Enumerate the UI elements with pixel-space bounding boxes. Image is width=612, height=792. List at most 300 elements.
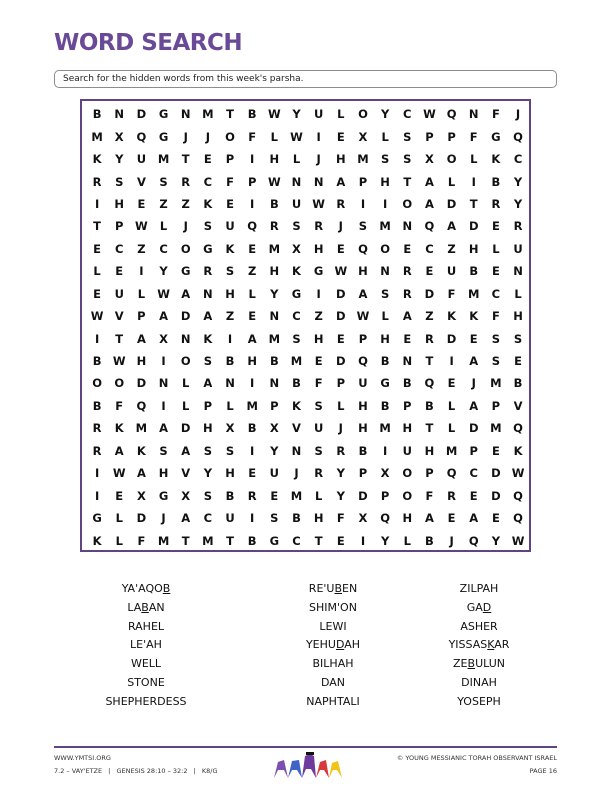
grid-letter: J — [183, 129, 188, 144]
grid-letter: O — [380, 241, 390, 256]
grid-letter: U — [269, 466, 279, 481]
grid-letter: B — [469, 264, 479, 279]
word-list-item: SHIM'ON — [309, 600, 357, 614]
grid-letter: C — [513, 152, 523, 167]
grid-letter: Z — [314, 309, 323, 324]
grid-letter: G — [92, 511, 102, 526]
grid-letter: H — [402, 511, 413, 526]
grid-letter: G — [203, 241, 213, 256]
grid-letter: A — [159, 309, 168, 324]
grid-letter: L — [159, 219, 168, 234]
grid-letter: A — [136, 331, 146, 346]
grid-letter: L — [337, 398, 345, 413]
grid-letter: R — [402, 286, 412, 301]
grid-letter: H — [358, 264, 368, 279]
grid-letter: M — [445, 443, 458, 458]
grid-letter: Z — [181, 196, 190, 211]
grid-letter: I — [360, 196, 366, 211]
word-list-item: RE'UBEN — [308, 582, 358, 595]
grid-letter: Y — [513, 196, 523, 211]
grid-letter: Y — [491, 533, 501, 548]
grid-letter: R — [424, 331, 434, 346]
grid-letter: B — [491, 174, 501, 189]
grid-letter: J — [449, 533, 454, 548]
grid-letter: W — [334, 264, 348, 279]
grid-letter: P — [491, 398, 501, 413]
grid-letter: M — [202, 533, 214, 548]
grid-letter: L — [447, 398, 456, 413]
grid-letter: G — [491, 129, 501, 144]
grid-letter: I — [382, 443, 388, 458]
grid-letter: N — [180, 107, 191, 122]
grid-letter: A — [203, 309, 213, 324]
grid-letter: Q — [513, 129, 523, 144]
grid-letter: H — [158, 466, 169, 481]
letter-grid — [80, 99, 531, 552]
logo-figure-purple — [274, 760, 288, 778]
footer-copyright: © YOUNG MESSIANIC TORAH OBSERVANT ISRAEL — [396, 754, 557, 762]
grid-letter: P — [358, 331, 368, 346]
grid-letter: L — [381, 309, 389, 324]
grid-row — [82, 148, 529, 170]
grid-letter: W — [157, 286, 170, 301]
grid-letter: M — [268, 331, 281, 346]
instructions-box — [54, 70, 557, 88]
grid-letter: I — [316, 286, 321, 301]
grid-letter: I — [94, 488, 100, 503]
grid-letter: M — [379, 219, 391, 234]
grid-letter: H — [424, 443, 435, 458]
grid-letter: S — [403, 152, 412, 167]
grid-letter: U — [225, 511, 235, 526]
grid-letter: H — [269, 152, 280, 167]
grid-letter: Q — [247, 219, 258, 234]
word-list-item: LEWI — [319, 619, 347, 633]
grid-letter: T — [403, 174, 412, 189]
grid-row — [82, 417, 529, 439]
grid-letter: D — [136, 376, 147, 391]
grid-letter: Q — [513, 511, 523, 526]
grid-letter: Y — [513, 174, 523, 189]
grid-letter: D — [358, 488, 368, 503]
grid-letter: M — [157, 533, 170, 548]
grid-letter: S — [225, 264, 235, 279]
grid-letter: L — [381, 129, 389, 144]
grid-letter: O — [402, 196, 413, 211]
grid-letter: B — [513, 376, 523, 391]
grid-row — [82, 260, 529, 282]
grid-letter: A — [114, 443, 124, 458]
grid-letter: W — [290, 129, 303, 144]
grid-letter: E — [336, 533, 345, 548]
grid-letter: W — [356, 309, 370, 324]
grid-letter: J — [294, 466, 299, 481]
grid-letter: O — [180, 241, 191, 256]
grid-letter: P — [247, 174, 257, 189]
grid-row — [82, 283, 529, 305]
grid-letter: N — [225, 376, 235, 391]
grid-letter: K — [114, 421, 124, 436]
grid-letter: H — [358, 398, 368, 413]
grid-letter: Q — [136, 398, 147, 413]
grid-letter: S — [491, 354, 501, 369]
grid-letter: R — [402, 264, 412, 279]
grid-letter: D — [491, 488, 501, 503]
grid-letter: K — [225, 241, 235, 256]
grid-letter: E — [491, 511, 500, 526]
grid-letter: A — [447, 219, 457, 234]
grid-letter: A — [469, 398, 479, 413]
grid-letter: S — [159, 443, 168, 458]
grid-letter: S — [314, 398, 323, 413]
grid-row — [82, 170, 529, 192]
grid-letter: E — [425, 264, 434, 279]
grid-letter: G — [269, 533, 280, 548]
grid-letter: I — [382, 196, 388, 211]
grid-letter: V — [513, 398, 523, 413]
grid-letter: G — [380, 376, 390, 391]
grid-letter: M — [91, 129, 103, 144]
grid-letter: K — [491, 152, 501, 167]
grid-letter: Y — [336, 466, 345, 481]
grid-letter: F — [425, 488, 434, 503]
grid-letter: E — [336, 241, 345, 256]
grid-letter: B — [292, 376, 301, 391]
grid-letter: D — [336, 309, 346, 324]
grid-row — [82, 395, 529, 417]
grid-letter: P — [203, 398, 213, 413]
grid-letter: C — [425, 241, 434, 256]
logo-figure-blue — [288, 760, 302, 778]
grid-letter: K — [469, 309, 479, 324]
grid-letter: S — [225, 443, 235, 458]
footer-reference: GENESIS 28:10 – 32:2 — [116, 767, 188, 775]
grid-letter: D — [468, 421, 479, 436]
grid-letter: F — [248, 129, 257, 144]
grid-letter: N — [313, 174, 324, 189]
grid-letter: O — [358, 107, 368, 122]
grid-letter: P — [425, 466, 434, 481]
grid-letter: X — [136, 488, 146, 503]
grid-letter: B — [269, 354, 279, 369]
grid-letter: Q — [358, 354, 368, 369]
grid-letter: S — [513, 331, 523, 346]
grid-letter: T — [93, 219, 101, 234]
grid-letter: S — [314, 443, 323, 458]
grid-letter: I — [471, 174, 476, 189]
grid-letter: X — [358, 511, 368, 526]
grid-letter: R — [247, 488, 257, 503]
grid-letter: E — [336, 129, 345, 144]
word-list-item: ZILPAH — [459, 582, 499, 595]
grid-letter: M — [290, 488, 303, 503]
grid-letter: H — [114, 196, 125, 211]
grid-row — [82, 327, 529, 349]
grid-letter: C — [115, 241, 124, 256]
grid-letter: L — [470, 152, 478, 167]
grid-letter: E — [491, 264, 500, 279]
grid-letter: D — [446, 331, 457, 346]
grid-letter: K — [203, 196, 213, 211]
grid-row — [82, 484, 529, 506]
grid-letter: E — [203, 152, 212, 167]
instructions-text: Search for the hidden words from this week's parsha. — [63, 74, 304, 84]
grid-letter: K — [292, 398, 301, 413]
grid-letter: R — [203, 264, 213, 279]
grid-letter: I — [161, 398, 166, 413]
grid-letter: T — [469, 196, 478, 211]
word-list-item: ZEBULUN — [453, 657, 505, 671]
grid-letter: W — [511, 466, 525, 481]
grid-letter: R — [92, 421, 102, 436]
grid-letter: B — [247, 533, 257, 548]
grid-letter: Y — [380, 107, 390, 122]
grid-letter: F — [226, 174, 234, 189]
grid-letter: W — [511, 533, 525, 548]
grid-letter: L — [115, 511, 123, 526]
grid-letter: X — [159, 331, 168, 346]
grid-letter: M — [468, 286, 480, 301]
grid-letter: U — [313, 107, 324, 122]
grid-letter: Q — [446, 107, 457, 122]
grid-letter: G — [158, 107, 169, 122]
grid-letter: S — [292, 331, 301, 346]
grid-letter: L — [514, 286, 522, 301]
grid-letter: F — [469, 129, 478, 144]
grid-letter: F — [314, 376, 323, 391]
grid-letter: F — [447, 286, 456, 301]
grid-letter: Y — [159, 264, 168, 279]
grid-letter: T — [425, 354, 434, 369]
grid-letter: A — [358, 286, 368, 301]
grid-letter: U — [114, 286, 124, 301]
grid-letter: I — [94, 196, 100, 211]
grid-letter: C — [159, 241, 168, 256]
grid-letter: M — [246, 398, 258, 413]
grid-letter: R — [269, 219, 279, 234]
grid-letter: S — [203, 219, 212, 234]
word-list-item: ASHER — [460, 619, 498, 633]
grid-letter: Q — [358, 241, 368, 256]
grid-letter: H — [358, 421, 368, 436]
grid-letter: V — [114, 309, 124, 324]
grid-letter: B — [247, 107, 257, 122]
grid-letter: Q — [380, 511, 390, 526]
grid-letter: M — [290, 354, 303, 369]
grid-letter: E — [491, 443, 500, 458]
grid-row — [82, 507, 529, 529]
grid-letter: Q — [136, 129, 147, 144]
grid-letter: P — [336, 376, 346, 391]
grid-letter: H — [313, 331, 324, 346]
grid-letter: R — [491, 196, 501, 211]
grid-letter: L — [403, 533, 411, 548]
grid-letter: N — [380, 264, 390, 279]
grid-letter: S — [380, 152, 390, 167]
grid-letter: K — [92, 152, 102, 167]
grid-letter: Z — [248, 264, 257, 279]
grid-letter: S — [491, 331, 501, 346]
grid-letter: Y — [270, 443, 279, 458]
grid-letter: C — [292, 533, 301, 548]
grid-letter: N — [269, 376, 280, 391]
grid-letter: D — [491, 466, 501, 481]
grid-letter: E — [469, 488, 478, 503]
grid-letter: E — [447, 511, 456, 526]
word-list-item: YEHUDAH — [305, 638, 361, 652]
grid-letter: Q — [513, 421, 523, 436]
grid-letter: Y — [203, 466, 213, 481]
grid-letter: P — [380, 488, 390, 503]
word-list-item: BILHAH — [312, 657, 354, 671]
grid-letter: E — [270, 488, 279, 503]
grid-letter: J — [183, 219, 188, 234]
grid-letter: E — [248, 241, 257, 256]
grid-row — [82, 125, 529, 147]
grid-letter: G — [158, 129, 169, 144]
grid-letter: C — [292, 309, 301, 324]
grid-letter: H — [380, 174, 390, 189]
grid-letter: B — [425, 398, 434, 413]
grid-letter: O — [114, 376, 125, 391]
word-list-item: YA'AQOB — [121, 582, 171, 595]
grid-letter: C — [203, 511, 213, 526]
grid-letter: J — [515, 107, 521, 122]
footer-page-number: PAGE 16 — [529, 767, 557, 775]
grid-letter: B — [402, 376, 412, 391]
grid-letter: Q — [446, 466, 457, 481]
grid-letter: A — [203, 376, 213, 391]
grid-letter: I — [250, 196, 255, 211]
grid-letter: M — [490, 421, 502, 436]
word-list-item: LE'AH — [130, 638, 162, 652]
grid-letter: A — [181, 286, 191, 301]
grid-letter: Z — [159, 196, 168, 211]
word-list-item: DAN — [320, 676, 346, 689]
grid-letter: S — [203, 354, 212, 369]
grid-letter: L — [492, 241, 500, 256]
grid-letter: K — [203, 331, 213, 346]
grid-letter: C — [469, 466, 478, 481]
grid-letter: O — [402, 466, 413, 481]
grid-letter: M — [357, 152, 369, 167]
grid-letter: T — [181, 533, 190, 548]
grid-letter: G — [180, 264, 191, 279]
grid-letter: J — [338, 421, 343, 436]
grid-letter: E — [314, 354, 323, 369]
grid-letter: S — [115, 174, 124, 189]
grid-letter: E — [115, 264, 124, 279]
grid-letter: E — [336, 331, 345, 346]
grid-letter: L — [93, 264, 101, 279]
grid-letter: H — [313, 511, 324, 526]
grid-letter: F — [491, 309, 500, 324]
logo-figure-yellow — [329, 761, 342, 778]
grid-letter: P — [137, 309, 146, 324]
grid-letter: M — [135, 421, 148, 436]
grid-letter: K — [447, 309, 457, 324]
grid-row — [82, 350, 529, 372]
grid-letter: R — [447, 488, 456, 503]
grid-letter: N — [291, 443, 302, 458]
grid-letter: U — [313, 421, 324, 436]
grid-letter: R — [314, 466, 324, 481]
grid-letter: B — [247, 421, 257, 436]
grid-letter: S — [270, 511, 279, 526]
grid-letter: Z — [225, 309, 235, 324]
grid-letter: P — [403, 398, 412, 413]
grid-letter: A — [336, 174, 346, 189]
grid-letter: L — [292, 152, 301, 167]
grid-letter: M — [490, 376, 502, 391]
grid-letter: R — [314, 219, 324, 234]
grid-letter: Y — [270, 286, 279, 301]
grid-letter: U — [513, 241, 523, 256]
page-title: WORD SEARCH — [54, 30, 243, 56]
grid-letter: E — [248, 309, 257, 324]
grid-letter: T — [226, 107, 234, 122]
grid-letter: G — [313, 264, 324, 279]
grid-letter: F — [137, 533, 146, 548]
grid-row — [82, 215, 529, 237]
grid-letter: I — [316, 129, 321, 144]
grid-letter: B — [269, 196, 279, 211]
grid-letter: I — [139, 264, 144, 279]
footer-site: WWW.YMTSI.ORG — [54, 754, 111, 762]
grid-letter: U — [136, 152, 147, 167]
grid-letter: L — [447, 174, 456, 189]
grid-letter: B — [225, 354, 235, 369]
grid-letter: A — [159, 421, 168, 436]
grid-letter: U — [291, 196, 302, 211]
grid-row — [82, 440, 529, 462]
grid-letter: A — [424, 196, 434, 211]
grid-letter: S — [203, 488, 212, 503]
grid-letter: E — [469, 331, 478, 346]
grid-letter: E — [226, 196, 234, 211]
grid-letter: F — [491, 107, 500, 122]
grid-letter: J — [471, 376, 476, 391]
grid-letter: G — [158, 488, 169, 503]
grid-letter: E — [447, 376, 456, 391]
grid-letter: W — [90, 309, 104, 324]
word-list-item: LABAN — [127, 600, 165, 614]
grid-letter: O — [180, 354, 191, 369]
grid-letter: D — [180, 309, 191, 324]
grid-letter: I — [449, 354, 454, 369]
grid-letter: L — [314, 488, 323, 503]
grid-letter: L — [337, 107, 345, 122]
grid-letter: T — [115, 331, 124, 346]
grid-letter: E — [137, 196, 146, 211]
grid-letter: F — [115, 398, 124, 413]
grid-letter: X — [269, 421, 279, 436]
grid-letter: C — [403, 107, 412, 122]
grid-letter: G — [291, 286, 302, 301]
grid-row — [82, 462, 529, 484]
word-list-item: YISSASKAR — [448, 638, 510, 652]
grid-letter: R — [336, 443, 346, 458]
grid-letter: A — [469, 511, 479, 526]
grid-letter: P — [447, 129, 456, 144]
grid-row — [82, 305, 529, 327]
grid-letter: I — [250, 152, 255, 167]
grid-letter: J — [316, 152, 321, 167]
grid-letter: D — [468, 219, 479, 234]
grid-letter: E — [491, 219, 500, 234]
grid-letter: L — [115, 533, 123, 548]
grid-letter: A — [469, 354, 479, 369]
